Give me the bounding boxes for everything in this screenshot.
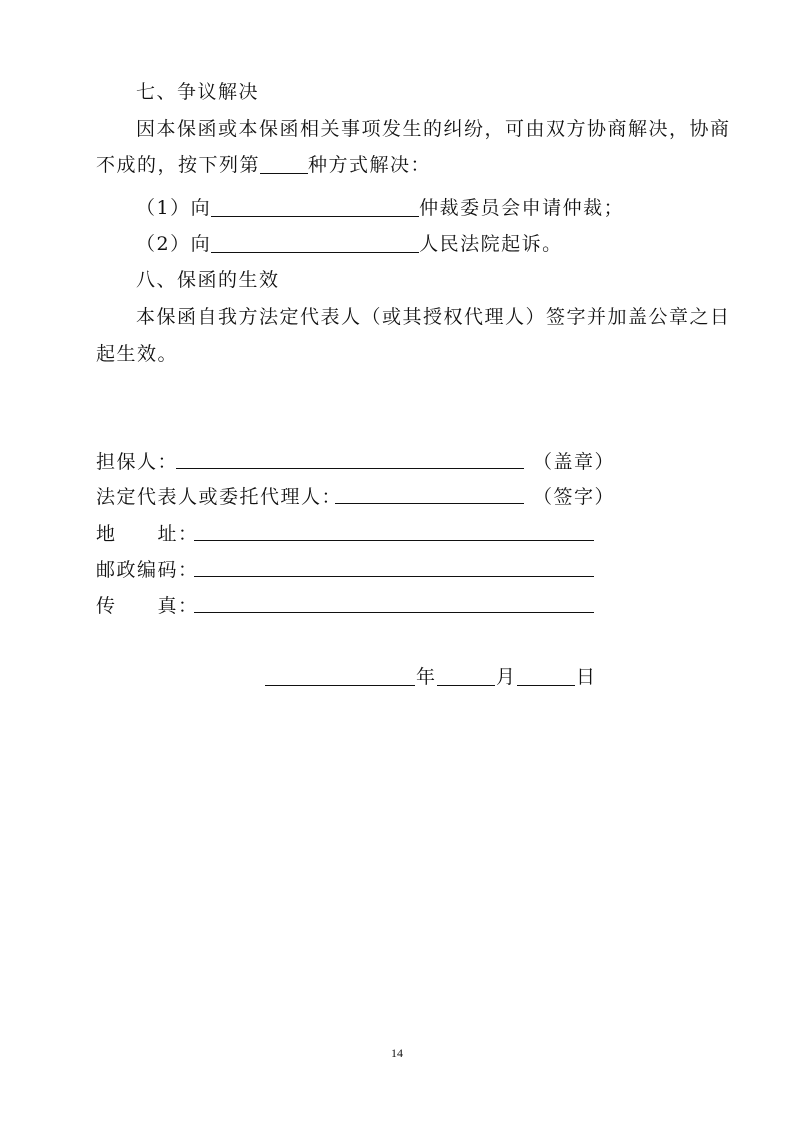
section8-heading: 八、保函的生效 [136, 269, 280, 291]
guarantor-line[interactable] [176, 468, 524, 469]
section7-para-line1: 因本保函或本保函相关事项发生的纠纷，可由双方协商解决，协商 [136, 118, 731, 140]
fax-line[interactable] [194, 612, 594, 613]
legal-rep-note: （签字） [533, 486, 616, 508]
court-blank[interactable] [211, 234, 419, 253]
option2-line [136, 232, 563, 256]
option1-suffix: 仲裁委员会申请仲裁； [419, 197, 625, 219]
month-label: 月 [496, 666, 517, 688]
day-label: 日 [576, 666, 597, 688]
legal-rep-line[interactable] [335, 503, 524, 504]
address-label: 地 址： [96, 523, 199, 545]
section7-heading: 七、争议解决 [136, 81, 260, 103]
option2-prefix: （2）向 [136, 233, 212, 255]
month-line[interactable] [437, 685, 495, 686]
guarantor-note: （盖章） [533, 451, 616, 473]
method-number-blank[interactable] [260, 155, 308, 174]
fax-label: 传 真： [96, 595, 199, 617]
year-label: 年 [416, 666, 437, 688]
section7-para-line2 [96, 153, 431, 177]
section7-para-line2-b: 种方式解决： [308, 154, 432, 176]
year-line[interactable] [265, 685, 415, 686]
section7-para-line2-a: 不成的，按下列第 [96, 154, 261, 176]
option1-prefix: （1）向 [136, 197, 212, 219]
postcode-line[interactable] [194, 576, 594, 577]
section8-para-line2: 起生效。 [96, 343, 179, 365]
postcode-label: 邮政编码： [96, 559, 199, 581]
section8-para-line1: 本保函自我方法定代表人（或其授权代理人）签字并加盖公章之日 [136, 306, 731, 328]
page-number: 14 [391, 1046, 403, 1060]
address-line[interactable] [194, 540, 594, 541]
option2-suffix: 人民法院起诉。 [419, 233, 563, 255]
legal-rep-label: 法定代表人或委托代理人： [96, 486, 343, 508]
day-line[interactable] [517, 685, 575, 686]
arbitration-commission-blank[interactable] [211, 198, 419, 217]
option1-line [136, 196, 624, 220]
guarantor-label: 担保人： [96, 451, 179, 473]
